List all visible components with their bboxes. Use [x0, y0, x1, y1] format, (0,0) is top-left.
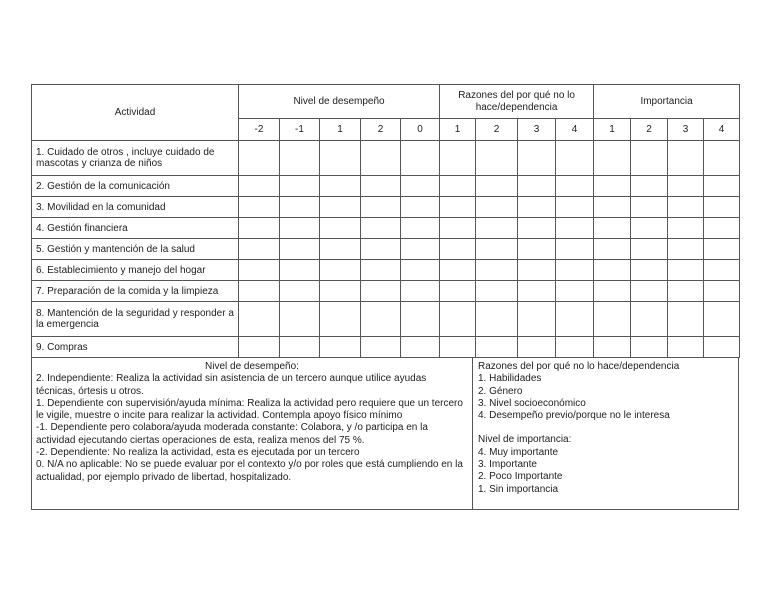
- rating-cell[interactable]: [320, 260, 361, 281]
- legend: [31, 358, 739, 510]
- performance-legend-item: 0. N/A no aplicable: No se puede evaluar por el contexto y/o por roles que está cumpliendo en la actualidad, por ejemplo privado de libertad, hospitalizado.: [36, 459, 463, 483]
- performance-legend-item: -1. Dependiente pero colabora/ayuda moderada constante: Colabora, y /o participa en la actividad ejecutando ciertas operaciones de esta, realiza menos del 75 %.: [36, 422, 428, 446]
- rating-cell[interactable]: [440, 176, 476, 197]
- rating-cell[interactable]: [476, 197, 518, 218]
- performance-legend-title: Nivel de desempeño:: [205, 361, 299, 372]
- performance-header: Nivel de desempeño: [239, 85, 440, 119]
- rating-cell[interactable]: [239, 337, 280, 358]
- rating-cell[interactable]: [361, 281, 401, 302]
- rating-cell[interactable]: [239, 302, 280, 337]
- rating-cell[interactable]: [280, 141, 320, 176]
- rating-cell[interactable]: [668, 337, 704, 358]
- reasons-header: Razones del por qué no lo hace/dependencia: [440, 85, 594, 119]
- rating-cell[interactable]: [320, 337, 361, 358]
- rating-cell[interactable]: [239, 239, 280, 260]
- rating-cell[interactable]: [320, 197, 361, 218]
- rating-cell[interactable]: [631, 197, 668, 218]
- reasons-legend-item: 2. Género: [478, 385, 523, 397]
- rating-cell[interactable]: [440, 281, 476, 302]
- performance-level: 1: [320, 119, 361, 141]
- rating-cell[interactable]: [239, 176, 280, 197]
- rating-cell[interactable]: [556, 239, 594, 260]
- performance-legend: [32, 358, 473, 509]
- importance-legend-title: Nivel de importancia:: [478, 434, 572, 446]
- importance-legend-item: 2. Poco Importante: [478, 471, 563, 483]
- rating-cell[interactable]: [476, 337, 518, 358]
- rating-cell[interactable]: [556, 337, 594, 358]
- rating-cell[interactable]: [440, 302, 476, 337]
- rating-cell[interactable]: [518, 176, 556, 197]
- performance-legend-item: -2. Dependiente: No realiza la actividad, esta es ejecutada por un tercero: [36, 447, 360, 459]
- table-row: [32, 176, 740, 197]
- rating-cell[interactable]: [401, 218, 440, 239]
- rating-cell[interactable]: [704, 141, 740, 176]
- rating-cell[interactable]: [440, 141, 476, 176]
- rating-cell[interactable]: [280, 337, 320, 358]
- rating-cell[interactable]: [476, 260, 518, 281]
- rating-cell[interactable]: [320, 176, 361, 197]
- reason-level: 3: [518, 119, 556, 141]
- rating-cell[interactable]: [476, 176, 518, 197]
- reasons-legend-title: Razones del por qué no lo hace/dependencia: [478, 361, 680, 372]
- rating-cell[interactable]: [280, 218, 320, 239]
- rating-cell[interactable]: [401, 176, 440, 197]
- rating-cell[interactable]: [361, 337, 401, 358]
- activity-header: Actividad: [32, 85, 239, 141]
- rating-cell[interactable]: [704, 197, 740, 218]
- importance-legend-item: 3. Importante: [478, 459, 537, 471]
- rating-cell[interactable]: [668, 176, 704, 197]
- rating-cell[interactable]: [704, 281, 740, 302]
- rating-cell[interactable]: [668, 218, 704, 239]
- rating-cell[interactable]: [280, 176, 320, 197]
- rating-cell[interactable]: [401, 281, 440, 302]
- rating-cell[interactable]: [401, 239, 440, 260]
- rating-cell[interactable]: [440, 337, 476, 358]
- performance-level: 0: [401, 119, 440, 141]
- rating-cell[interactable]: [361, 218, 401, 239]
- activity-label: 4. Gestión financiera: [32, 218, 239, 239]
- rating-cell[interactable]: [280, 281, 320, 302]
- rating-cell[interactable]: [320, 141, 361, 176]
- activity-table: [31, 84, 740, 358]
- rating-cell[interactable]: [401, 260, 440, 281]
- performance-legend-item: 2. Independiente: Realiza la actividad sin asistencia de un tercero aunque utilice ayudas técnicas, órtesis u otros.: [36, 373, 427, 397]
- table-row: [32, 141, 740, 176]
- activity-label: 3. Movilidad en la comunidad: [32, 197, 239, 218]
- reasons-legend-item: 4. Desempeño previo/porque no le interesa: [478, 410, 670, 422]
- activity-label: 6. Establecimiento y manejo del hogar: [32, 260, 239, 281]
- rating-cell[interactable]: [518, 239, 556, 260]
- rating-cell[interactable]: [518, 260, 556, 281]
- table-row: [32, 239, 740, 260]
- rating-cell[interactable]: [361, 260, 401, 281]
- rating-cell[interactable]: [518, 218, 556, 239]
- reason-level: 2: [476, 119, 518, 141]
- rating-cell[interactable]: [440, 239, 476, 260]
- rating-cell[interactable]: [594, 176, 631, 197]
- rating-cell[interactable]: [556, 176, 594, 197]
- importance-level: 4: [704, 119, 740, 141]
- performance-level: -1: [280, 119, 320, 141]
- rating-cell[interactable]: [361, 197, 401, 218]
- rating-cell[interactable]: [594, 218, 631, 239]
- header-row: [32, 85, 740, 119]
- rating-cell[interactable]: [280, 260, 320, 281]
- rating-cell[interactable]: [320, 239, 361, 260]
- rating-cell[interactable]: [518, 141, 556, 176]
- table-row: [32, 302, 740, 337]
- rating-cell[interactable]: [476, 239, 518, 260]
- rating-cell[interactable]: [668, 197, 704, 218]
- rating-cell[interactable]: [631, 141, 668, 176]
- rating-cell[interactable]: [631, 302, 668, 337]
- reason-level: 1: [440, 119, 476, 141]
- rating-cell[interactable]: [704, 337, 740, 358]
- rating-cell[interactable]: [594, 337, 631, 358]
- rating-cell[interactable]: [631, 337, 668, 358]
- table-row: [32, 218, 740, 239]
- rating-cell[interactable]: [704, 302, 740, 337]
- activity-label: 2. Gestión de la comunicación: [32, 176, 239, 197]
- rating-cell[interactable]: [556, 302, 594, 337]
- rating-cell[interactable]: [594, 281, 631, 302]
- rating-cell[interactable]: [631, 260, 668, 281]
- assessment-form: [31, 84, 739, 510]
- rating-cell[interactable]: [704, 176, 740, 197]
- reason-level: 4: [556, 119, 594, 141]
- performance-level: -2: [239, 119, 280, 141]
- rating-cell[interactable]: [280, 239, 320, 260]
- rating-cell[interactable]: [401, 141, 440, 176]
- rating-cell[interactable]: [668, 302, 704, 337]
- activity-label: 7. Preparación de la comida y la limpieza: [32, 281, 239, 302]
- rating-cell[interactable]: [239, 281, 280, 302]
- rating-cell[interactable]: [594, 141, 631, 176]
- reasons-importance-legend: [473, 358, 738, 509]
- rating-cell[interactable]: [556, 197, 594, 218]
- rating-cell[interactable]: [361, 176, 401, 197]
- rating-cell[interactable]: [704, 218, 740, 239]
- table-row: [32, 197, 740, 218]
- rating-cell[interactable]: [668, 141, 704, 176]
- rating-cell[interactable]: [401, 197, 440, 218]
- rating-cell[interactable]: [631, 218, 668, 239]
- rating-cell[interactable]: [361, 141, 401, 176]
- importance-level: 3: [668, 119, 704, 141]
- table-row: [32, 260, 740, 281]
- performance-level: 2: [361, 119, 401, 141]
- rating-cell[interactable]: [556, 260, 594, 281]
- table-row: [32, 281, 740, 302]
- rating-cell[interactable]: [239, 218, 280, 239]
- rating-cell[interactable]: [440, 218, 476, 239]
- rating-cell[interactable]: [668, 260, 704, 281]
- rating-cell[interactable]: [361, 239, 401, 260]
- rating-cell[interactable]: [594, 239, 631, 260]
- reasons-legend-item: 3. Nivel socioeconómico: [478, 397, 586, 409]
- activity-label: 8. Mantención de la seguridad y responder a la emergencia: [32, 302, 239, 337]
- rating-cell[interactable]: [320, 281, 361, 302]
- rating-cell[interactable]: [704, 260, 740, 281]
- rating-cell[interactable]: [704, 239, 740, 260]
- activity-label: 1. Cuidado de otros , incluye cuidado de mascotas y crianza de niños: [32, 141, 239, 176]
- rating-cell[interactable]: [476, 141, 518, 176]
- rating-cell[interactable]: [320, 218, 361, 239]
- table-row: [32, 337, 740, 358]
- reasons-legend-item: 1. Habilidades: [478, 373, 542, 385]
- rating-cell[interactable]: [518, 302, 556, 337]
- rating-cell[interactable]: [280, 197, 320, 218]
- rating-cell[interactable]: [556, 281, 594, 302]
- rating-cell[interactable]: [518, 337, 556, 358]
- importance-level: 2: [631, 119, 668, 141]
- rating-cell[interactable]: [440, 197, 476, 218]
- rating-cell[interactable]: [556, 141, 594, 176]
- importance-header: Importancia: [594, 85, 740, 119]
- rating-cell[interactable]: [631, 281, 668, 302]
- rating-cell[interactable]: [280, 302, 320, 337]
- rating-cell[interactable]: [518, 197, 556, 218]
- activity-label: 5. Gestión y mantención de la salud: [32, 239, 239, 260]
- rating-cell[interactable]: [476, 281, 518, 302]
- rating-cell[interactable]: [594, 197, 631, 218]
- performance-legend-item: 1. Dependiente con supervisión/ayuda mínima: Realiza la actividad pero requiere que un tercero le vigile, muestre o incite para realizar la actividad. Contempla apoyo físico mínimo: [36, 397, 463, 422]
- rating-cell[interactable]: [476, 218, 518, 239]
- rating-cell[interactable]: [440, 260, 476, 281]
- rating-cell[interactable]: [320, 302, 361, 337]
- importance-legend-item: 4. Muy importante: [478, 446, 559, 458]
- rating-cell[interactable]: [594, 260, 631, 281]
- rating-cell[interactable]: [668, 281, 704, 302]
- importance-legend-item: 1. Sin importancia: [478, 483, 559, 495]
- importance-level: 1: [594, 119, 631, 141]
- rating-cell[interactable]: [476, 302, 518, 337]
- rating-cell[interactable]: [518, 281, 556, 302]
- rating-cell[interactable]: [239, 260, 280, 281]
- rating-cell[interactable]: [401, 337, 440, 358]
- rating-cell[interactable]: [361, 302, 401, 337]
- rating-cell[interactable]: [239, 197, 280, 218]
- activity-label: 9. Compras: [32, 337, 239, 358]
- rating-cell[interactable]: [668, 239, 704, 260]
- rating-cell[interactable]: [631, 176, 668, 197]
- rating-cell[interactable]: [631, 239, 668, 260]
- rating-cell[interactable]: [556, 218, 594, 239]
- rating-cell[interactable]: [594, 302, 631, 337]
- rating-cell[interactable]: [239, 141, 280, 176]
- rating-cell[interactable]: [401, 302, 440, 337]
